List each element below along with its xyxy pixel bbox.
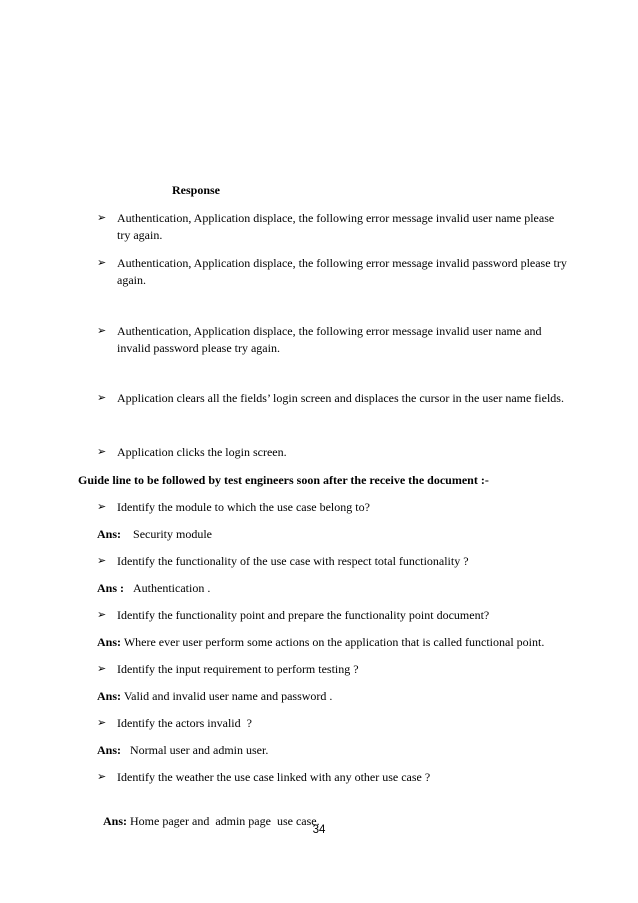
answer-text: Normal user and admin user. <box>130 743 269 757</box>
question-text: Identify the actors invalid ? <box>117 716 252 730</box>
answer-label: Ans: <box>97 635 122 649</box>
question-item-2 <box>97 553 567 570</box>
bullet-arrow-icon: ➢ <box>97 212 107 224</box>
question-item-4 <box>97 661 567 678</box>
bullet-arrow-icon: ➢ <box>97 501 107 513</box>
question-text: Identify the input requirement to perform testing ? <box>117 662 359 676</box>
response-text: Application clicks the login screen. <box>117 445 287 459</box>
bullet-arrow-icon: ➢ <box>97 663 107 675</box>
answer-text: Valid and invalid user name and password . <box>123 689 333 703</box>
question-item-3 <box>97 607 567 624</box>
answer-4 <box>97 688 332 705</box>
response-item-1 <box>97 210 567 244</box>
answer-label: Ans: <box>97 527 122 541</box>
question-text: Identify the module to which the use case belong to? <box>117 500 370 514</box>
response-text: Application clears all the fields’ login screen and displaces the cursor in the user name fields. <box>117 391 564 405</box>
bullet-arrow-icon: ➢ <box>97 392 107 404</box>
answer-5 <box>97 742 268 759</box>
question-text: Identify the functionality point and prepare the functionality point document? <box>117 608 490 622</box>
bullet-arrow-icon: ➢ <box>97 257 107 269</box>
bullet-arrow-icon: ➢ <box>97 609 107 621</box>
response-item-4 <box>97 390 577 407</box>
answer-3 <box>97 634 544 651</box>
answer-text: Home pager and admin page use case. <box>130 814 320 828</box>
answer-text: Authentication . <box>133 581 211 595</box>
response-heading: Response <box>172 183 221 197</box>
question-text: Identify the functionality of the use case with respect total functionality ? <box>117 554 469 568</box>
bullet-arrow-icon: ➢ <box>97 717 107 729</box>
question-item-1 <box>97 499 567 516</box>
bullet-arrow-icon: ➢ <box>97 325 107 337</box>
answer-1 <box>97 526 212 543</box>
answer-label: Ans: <box>103 814 128 828</box>
response-item-2 <box>97 255 567 289</box>
answer-text: Security module <box>133 527 212 541</box>
answer-label: Ans: <box>97 689 122 703</box>
bullet-arrow-icon: ➢ <box>97 446 107 458</box>
answer-text: Where ever user perform some actions on the application that is called functional point. <box>123 635 545 649</box>
response-text: Authentication, Application displace, the following error message invalid password please try again. <box>117 256 567 287</box>
response-item-5 <box>97 444 567 461</box>
question-item-6 <box>97 769 567 786</box>
answer-2 <box>97 580 210 597</box>
guideline-heading: Guide line to be followed by test engineers soon after the receive the document :- <box>78 473 489 487</box>
bullet-arrow-icon: ➢ <box>97 555 107 567</box>
response-text: Authentication, Application displace, the following error message invalid user name please try again. <box>117 211 555 242</box>
page-number: 34 <box>312 824 326 836</box>
answer-label: Ans : <box>97 581 125 595</box>
response-text: Authentication, Application displace, the following error message invalid user name and invalid password please try again. <box>117 324 542 355</box>
bullet-arrow-icon: ➢ <box>97 771 107 783</box>
response-item-3 <box>97 323 567 357</box>
question-text: Identify the weather the use case linked with any other use case ? <box>117 770 431 784</box>
answer-label: Ans: <box>97 743 122 757</box>
question-item-5 <box>97 715 567 732</box>
